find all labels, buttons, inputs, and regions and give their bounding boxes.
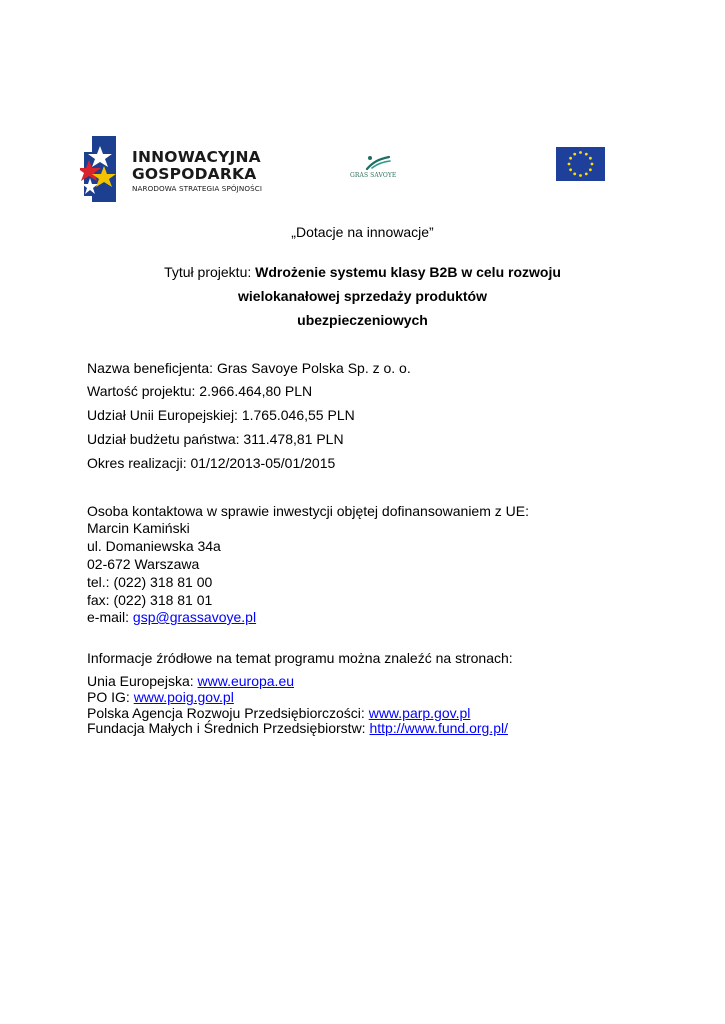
source-label: Polska Agencja Rozwoju Przedsiębiorczości: xyxy=(87,705,369,721)
contact-email-line xyxy=(87,609,256,625)
source-link-poig[interactable]: www.poig.gov.pl xyxy=(133,689,234,705)
eu-flag-icon xyxy=(556,147,605,181)
source-label: Fundacja Małych i Średnich Przedsiębiorstw: xyxy=(87,720,370,736)
beneficiary-line: Nazwa beneficjenta: Gras Savoye Polska Sp. z o. o. xyxy=(87,360,411,376)
contact-fax: fax: (022) 318 81 01 xyxy=(87,592,213,608)
period-line: Okres realizacji: 01/12/2013-05/01/2015 xyxy=(87,455,336,471)
source-item-poig xyxy=(87,689,234,705)
source-link-parp[interactable]: www.parp.gov.pl xyxy=(368,705,471,721)
source-item-fund xyxy=(87,720,508,736)
ig-emblem-icon xyxy=(80,136,130,202)
ig-logo-line3: NARODOWA STRATEGIA SPÓJNOŚCI xyxy=(132,184,263,193)
project-title-text: Wdrożenie systemu klasy B2B w celu rozwoju xyxy=(255,264,561,280)
source-label: PO IG: xyxy=(87,689,134,705)
contact-email-label: e-mail: xyxy=(87,609,133,625)
eu-flag-logo xyxy=(556,147,605,181)
source-item-europa xyxy=(87,673,294,689)
eu-share-line: Udział Unii Europejskiej: 1.765.046,55 PLN xyxy=(87,407,355,423)
source-link-fund[interactable]: http://www.fund.org.pl/ xyxy=(369,720,508,736)
project-title-line3: ubezpieczeniowych xyxy=(297,312,428,328)
contact-street: ul. Domaniewska 34a xyxy=(87,538,221,554)
sources-intro: Informacje źródłowe na temat programu można znaleźć na stronach: xyxy=(87,650,513,666)
project-value-line: Wartość projektu: 2.966.464,80 PLN xyxy=(87,383,313,399)
innowacyjna-gospodarka-logo xyxy=(80,136,280,202)
gras-savoye-mark-icon xyxy=(347,152,403,174)
contact-city: 02-672 Warszawa xyxy=(87,556,200,572)
source-link-europa[interactable]: www.europa.eu xyxy=(197,673,295,689)
gras-savoye-logo xyxy=(347,152,403,182)
state-share-line: Udział budżetu państwa: 311.478,81 PLN xyxy=(87,431,344,447)
contact-tel: tel.: (022) 318 81 00 xyxy=(87,574,213,590)
contact-name: Marcin Kamiński xyxy=(87,520,190,536)
document-heading: „Dotacje na innowacje” xyxy=(291,224,434,240)
source-item-parp xyxy=(87,705,470,721)
contact-email-link[interactable]: gsp@grassavoye.pl xyxy=(132,609,257,625)
contact-intro: Osoba kontaktowa w sprawie inwestycji objętej dofinansowaniem z UE: xyxy=(87,503,529,519)
ig-logo-line1: INNOWACYJNA xyxy=(132,148,261,166)
project-title-line2: wielokanałowej sprzedaży produktów xyxy=(238,288,487,304)
project-title-line1 xyxy=(0,264,725,280)
project-title-prefix: Tytuł projektu: xyxy=(164,264,256,280)
gras-savoye-logo-text: GRAS SAVOYE xyxy=(350,172,397,179)
source-label: Unia Europejska: xyxy=(87,673,198,689)
ig-logo-line2: GOSPODARKA xyxy=(132,164,257,183)
